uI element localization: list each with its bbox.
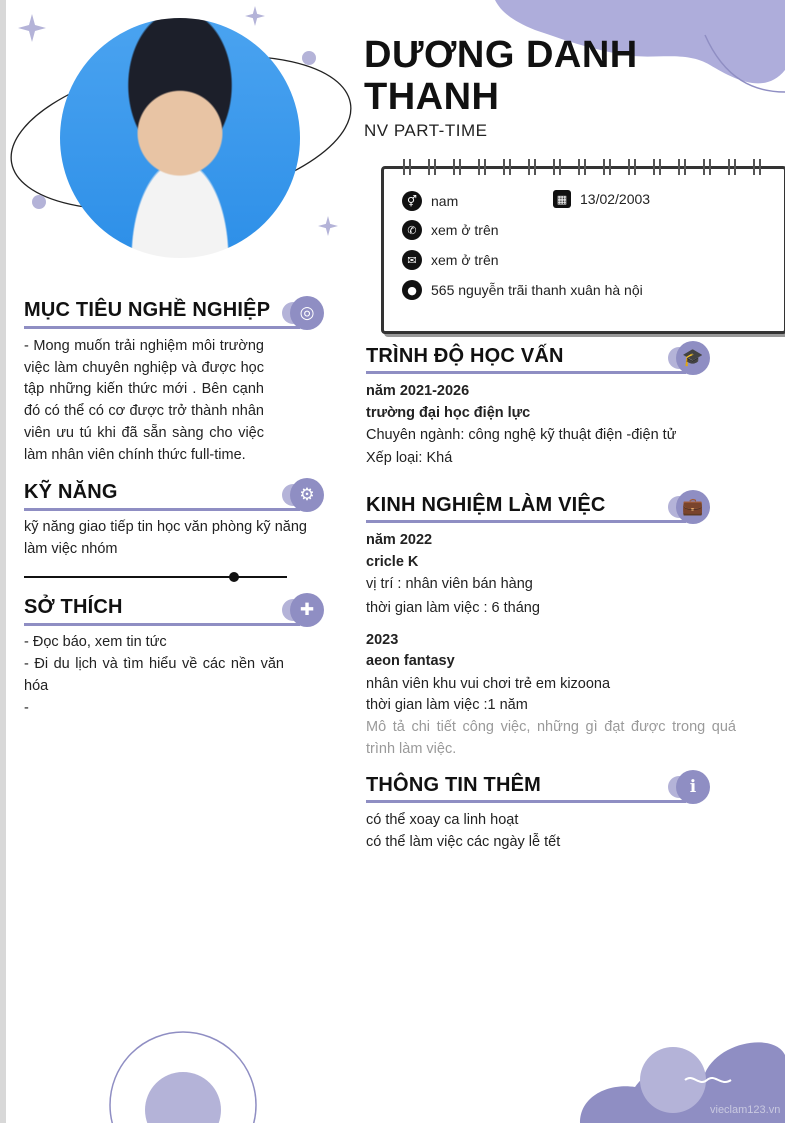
graduation-cap-icon: 🎓 — [676, 341, 710, 375]
section-underline — [366, 800, 686, 803]
job-detail: thời gian làm việc : 6 tháng — [366, 600, 540, 616]
notebook-spiral — [400, 155, 770, 177]
info-icon: ℹ — [676, 770, 710, 804]
contact-email — [402, 250, 499, 270]
target-icon: ◎ — [290, 296, 324, 330]
location-icon: ● — [402, 280, 422, 300]
calendar-icon: ▦ — [553, 190, 571, 208]
profile-photo — [60, 18, 300, 258]
decorative-circles-bottom-left — [105, 1030, 265, 1123]
contact-birthday — [553, 190, 650, 208]
extra-item: có thể làm việc các ngày lễ tết — [366, 834, 561, 850]
section-underline — [366, 371, 686, 374]
job-company: aeon fantasy — [366, 653, 455, 669]
job-detail: vị trí : nhân viên bán hàng — [366, 576, 533, 592]
job-detail: nhân viên khu vui chơi trẻ em kizoona — [366, 676, 611, 692]
section-title-objective: MỤC TIÊU NGHỀ NGHIỆP — [24, 299, 271, 321]
hobby-item: - — [24, 700, 29, 716]
sparkle-icon — [245, 6, 265, 26]
puzzle-icon: ✚ — [290, 593, 324, 627]
section-title-experience: KINH NGHIỆM LÀM VIỆC — [366, 494, 606, 516]
section-underline — [24, 623, 300, 626]
section-title-hobbies: SỞ THÍCH — [24, 596, 123, 618]
extra-item: có thể xoay ca linh hoạt — [366, 812, 519, 828]
job-year: năm 2022 — [366, 532, 433, 548]
phone-value: xem ở trên — [431, 222, 499, 238]
section-title-skills: KỸ NĂNG — [24, 481, 118, 503]
watermark: vieclam123.vn — [710, 1104, 781, 1116]
briefcase-icon: 💼 — [676, 490, 710, 524]
address-value: 565 nguyễn trãi thanh xuân hà nội — [431, 282, 643, 298]
hobby-item: - Đọc báo, xem tin tức — [24, 634, 167, 650]
sparkle-icon — [18, 14, 46, 42]
section-underline — [24, 326, 300, 329]
sparkle-icon — [318, 216, 338, 236]
gender-icon: ⚥ — [402, 191, 422, 211]
job-description-placeholder: Mô tả chi tiết công việc, những gì đạt được trong quá trình làm việc. — [366, 719, 736, 757]
education-period: năm 2021-2026 — [366, 383, 470, 399]
gear-icon: ⚙ — [290, 478, 324, 512]
skill-level-bar — [24, 576, 287, 578]
job-year: 2023 — [366, 632, 399, 648]
section-underline — [366, 520, 686, 523]
job-company: cricle K — [366, 554, 419, 570]
objective-text: - Mong muốn trải nghiệm môi trường việc làm chuyên nghiệp và được học tập những kiến thức mới . Bên cạnh đó có thể có cơ được trở thành nhân viên ưu tú khi đã sẵn sàng cho việc làm nhân viên chính thức full-time. — [24, 338, 264, 463]
section-title-extra: THÔNG TIN THÊM — [366, 774, 542, 796]
mail-icon: ✉ — [402, 250, 422, 270]
job-detail: thời gian làm việc :1 năm — [366, 697, 528, 713]
education-school: trường đại học điện lực — [366, 405, 531, 421]
phone-icon: ✆ — [402, 220, 422, 240]
education-rank: Xếp loại: Khá — [366, 450, 453, 466]
contact-phone — [402, 220, 499, 240]
section-title-education: TRÌNH ĐỘ HỌC VẤN — [366, 345, 564, 367]
hobby-item: - Đi du lịch và tìm hiểu về các nền văn hóa — [24, 656, 284, 694]
contact-address — [402, 280, 643, 300]
birthday-value: 13/02/2003 — [580, 191, 651, 207]
education-major: Chuyên ngành: công nghệ kỹ thuật điện -điện tử — [366, 427, 677, 443]
job-title: NV PART-TIME — [364, 121, 488, 140]
section-underline — [24, 508, 300, 511]
contact-gender — [402, 191, 458, 211]
gender-value: nam — [431, 193, 459, 209]
email-value: xem ở trên — [431, 252, 499, 268]
candidate-name: DƯƠNG DANH THANH — [364, 34, 638, 118]
skill-level-handle — [229, 572, 239, 582]
skills-text: kỹ năng giao tiếp tin học văn phòng kỹ năng làm việc nhóm — [24, 519, 307, 557]
